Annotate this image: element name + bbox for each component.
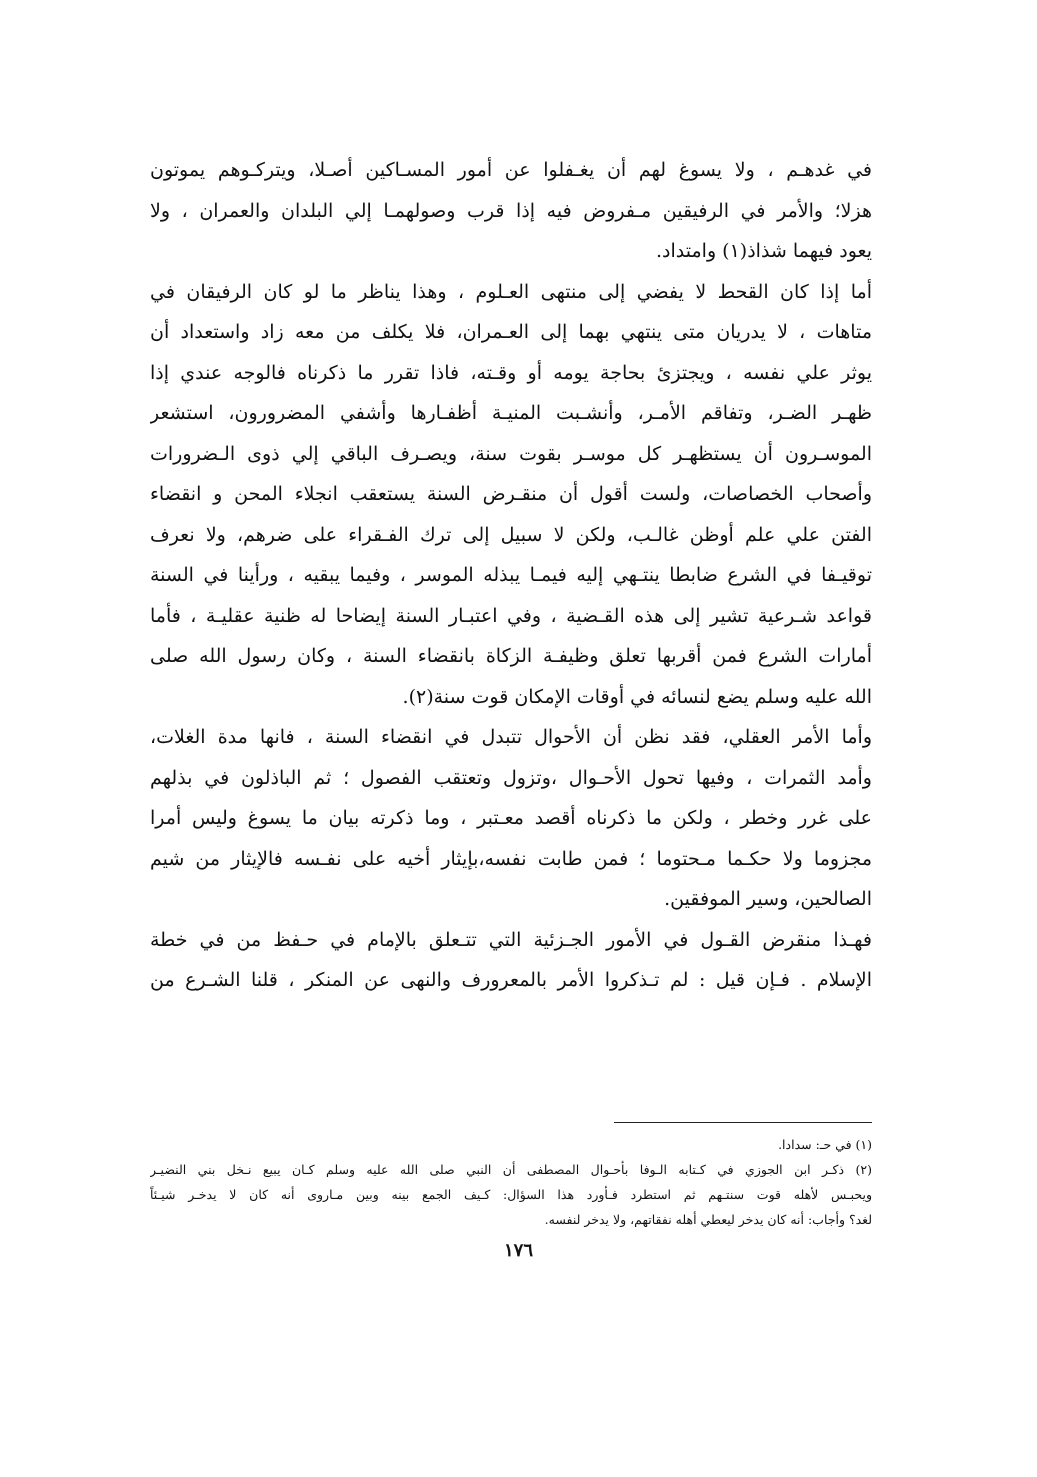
body-line: متاهات ، لا يدريان متى ينتهي بهما إلى العـمران، فلا يكلف من معه زاد واستعداد أن xyxy=(150,321,872,343)
body-line: الصالحين، وسير الموفقين. xyxy=(664,888,872,910)
body-line: قواعد شـرعية تشير إلى هذه القـضية ، وفي اعتبـار السنة إيضاحا له ظنية عقليـة ، فأما xyxy=(150,604,872,627)
body-line: وأمد الثمرات ، وفيها تحول الأحـوال ،وتزول وتعتقب الفصول ؛ ثم الباذلون في بذلهم xyxy=(150,766,872,789)
body-line: في غدهـم ، ولا يسوغ لهم أن يغـفلوا عن أمور المسـاكين أصـلا، ويتركـوهم يموتون xyxy=(150,159,872,181)
body-line: هزلا؛ والأمر في الرفيقين مـفروض فيه إذا قرب وصولهمـا إلي البلدان والعمران ، ولا xyxy=(150,199,872,222)
body-line: فهـذا منقرض القـول في الأمور الجـزئية التي تتـعلق بالإمام في حـفظ من في خطة xyxy=(150,928,872,951)
body-line: أما إذا كان القحط لا يفضي إلى منتهى العـلوم ، وهذا يناظر ما لو كان الرفيقان في xyxy=(150,280,872,303)
body-line: وأصحاب الخصاصات، ولست أقول أن منقـرض السنة يستعقب انجلاء المحن و انقضاء xyxy=(150,483,872,505)
footnote-line: (٢) ذكـر ابن الجوزي في كـتابه الـوفا بأحـوال المصطفى أن النبي صلى الله عليه وسلم كـان يبيع نـخل بني النضيـر xyxy=(150,1162,872,1177)
body-line: يعود فيهما شذاذ(١) وامتداد. xyxy=(656,240,872,262)
page-number: ١٧٦ xyxy=(503,1240,533,1261)
page-body xyxy=(150,150,872,1227)
body-line: يوثر علي نفسه ، ويجتزئ بحاجة يومه أو وقـته، فاذا تقرر ما ذكرناه فالوجه عندي إذا xyxy=(150,361,872,384)
body-line: مجزوما ولا حكـما مـحتوما ؛ فمن طابت نفسه،بإيثار أخيه على نفـسه فالإيثار من شيم xyxy=(150,847,872,870)
body-line: الفتن علي علم أوظن غالـب، ولكن لا سبيل إلى ترك الفـقراء على ضرهم، ولا نعرف xyxy=(150,523,872,546)
body-line: أمارات الشرع فمن أقربها تعلق وظيفـة الزكاة بانقضاء السنة ، وكان رسول الله صلى xyxy=(150,645,872,667)
footnote-line: ويحبـس لأهله قوت سنتـهم ثم استطرد فـأورد هذا السؤال: كـيف الجمع بينه وبين مـاروى أنه كان لا يدخـر شيـئاً xyxy=(150,1187,872,1202)
footnote-line: لغد؟ وأجاب: أنه كان يدخر ليعطي أهله نفقاتهم، ولا يدخر لنفسه. xyxy=(544,1212,872,1227)
footnote-line: (١) في حـ: سدادا. xyxy=(778,1137,872,1152)
body-line: توقيـفا في الشرع ضابطا ينتـهي إليه فيمـا يبذله الموسر ، وفيما يبقيه ، ورأينا في السنة xyxy=(150,564,872,586)
body-line: على غرر وخطر ، ولكن ما ذكرناه أقصد معـتبر ، وما ذكرته بيان ما يسوغ وليس أمرا xyxy=(150,807,872,829)
body-line: الله عليه وسلم يضع لنسائه في أوقات الإمكان قوت سنة(٢). xyxy=(402,685,872,708)
footnote-divider xyxy=(614,1122,872,1123)
body-line: الموسـرون أن يستظهـر كل موسـر بقوت سنة، ويصـرف الباقي إلي ذوى الـضرورات xyxy=(150,442,872,465)
body-line: ظهـر الضـر، وتفاقم الأمـر، وأنشـبت المنيـة أظفـارها وأشفي المضرورون، استشعر xyxy=(150,402,872,424)
body-line: وأما الأمر العقلي، فقد نظن أن الأحوال تتبدل في انقضاء السنة ، فانها مدة الغلات، xyxy=(150,726,872,748)
body-line: الإسلام . فـإن قيل : لم تـذكروا الأمر بالمعرورف والنهى عن المنكر ، قلنا الشـرع من xyxy=(150,969,872,991)
footnotes xyxy=(150,1132,872,1232)
